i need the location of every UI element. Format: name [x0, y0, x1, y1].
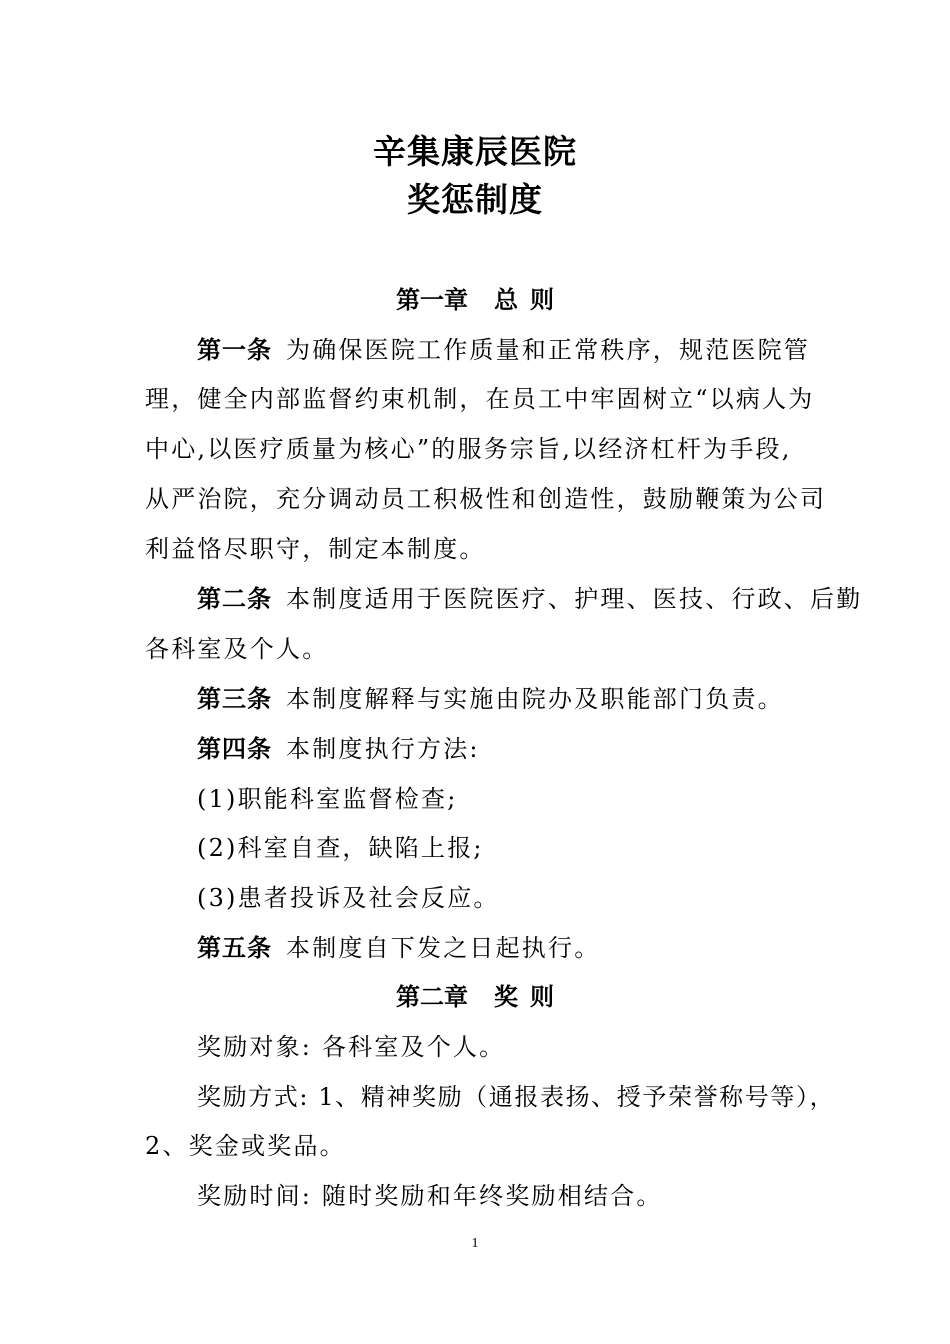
article-5-line	[197, 936, 812, 960]
reward-target-line: 奖励对象: 各科室及个人。	[197, 1033, 506, 1061]
chapter-1-name-a: 总	[494, 286, 518, 314]
article-2-line-2: 各科室及个人。	[145, 635, 329, 663]
article-3-text: 本制度解释与实施由院办及职能部门负责。	[286, 685, 784, 713]
article-1-text-1: 为确保医院工作质量和正常秩序，规范医院管	[286, 336, 810, 364]
reward-time-line: 奖励时间: 随时奖励和年终奖励相结合。	[197, 1182, 663, 1210]
article-4-item-3: (3)患者投诉及社会反应。	[197, 884, 500, 912]
article-1-line-2: 理，健全内部监督约束机制，在员工中牢固树立“以病人为	[145, 385, 815, 413]
chapter-2-heading	[0, 985, 950, 1009]
article-1-line-5: 利益恪尽职守，制定本制度。	[145, 535, 486, 563]
chapter-2-name-b: 则	[530, 983, 554, 1011]
document-title-hospital: 辛集康辰医院	[373, 132, 577, 171]
article-4-item-1: (1)职能科室监督检查;	[197, 785, 458, 813]
chapter-1-name-b: 则	[530, 286, 554, 314]
article-4-label: 第四条	[197, 735, 272, 763]
article-2-label: 第二条	[197, 585, 272, 613]
reward-method-line-1: 奖励方式: 1、精神奖励（通报表扬、授予荣誉称号等），	[197, 1083, 836, 1111]
chapter-1-number: 第一章	[396, 286, 468, 314]
article-3-label: 第三条	[197, 685, 272, 713]
article-2-text-1: 本制度适用于医院医疗、护理、医技、行政、后勤	[286, 585, 863, 613]
article-2-line-1	[197, 585, 863, 613]
article-3-line	[197, 687, 812, 711]
document-title-policy: 奖惩制度	[407, 180, 543, 219]
article-1-line-1	[197, 338, 812, 362]
article-4-item-2: (2)科室自查，缺陷上报;	[197, 834, 484, 862]
article-5-text: 本制度自下发之日起执行。	[286, 934, 601, 962]
article-1-line-3: 中心,以医疗质量为核心”的服务宗旨,以经济杠杆为手段,	[145, 435, 792, 463]
chapter-1-heading	[0, 288, 950, 312]
page-number: 1	[471, 1236, 479, 1251]
article-5-label: 第五条	[197, 934, 272, 962]
chapter-2-name-a: 奖	[494, 983, 518, 1011]
article-4-line	[197, 737, 812, 761]
article-4-text: 本制度执行方法:	[286, 735, 480, 763]
article-1-line-4: 从严治院，充分调动员工积极性和创造性，鼓励鞭策为公司	[145, 485, 827, 513]
reward-method-line-2: 2、奖金或奖品。	[145, 1132, 346, 1160]
article-1-label: 第一条	[197, 336, 272, 364]
chapter-2-number: 第二章	[396, 983, 468, 1011]
